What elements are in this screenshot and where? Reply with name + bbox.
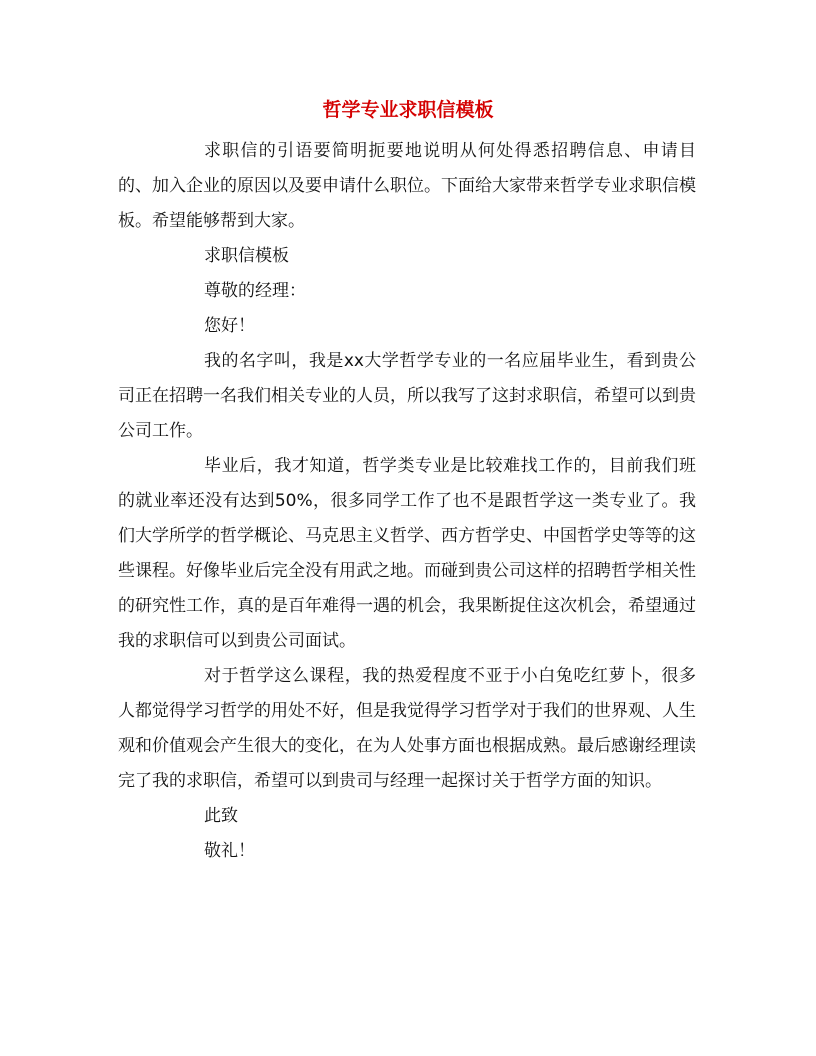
paragraph-intro: 求职信的引语要简明扼要地说明从何处得悉招聘信息、申请目的、加入企业的原因以及要申请什么职位。下面给大家带来哲学专业求职信模板。希望能够帮到大家。: [118, 141, 696, 231]
paragraph-greeting: 您好！: [204, 316, 255, 336]
paragraph-regards: 敬礼！: [204, 841, 255, 861]
paragraph-template-heading: 求职信模板: [204, 246, 289, 266]
paragraph-salutation: 尊敬的经理：: [204, 281, 306, 301]
paragraph-introduction: 我的名字叫，我是xx大学哲学专业的一名应届毕业生，看到贵公司正在招聘一名我们相关专业的人员，所以我写了这封求职信，希望可以到贵公司工作。: [118, 351, 696, 441]
paragraph-passion: 对于哲学这么课程，我的热爱程度不亚于小白兔吃红萝卜，很多人都觉得学习哲学的用处不好，但是我觉得学习哲学对于我们的世界观、人生观和价值观会产生很大的变化，在为人处事方面也根据成熟。最后感谢经理读完了我的求职信，希望可以到贵司与经理一起探讨关于哲学方面的知识。: [118, 666, 696, 791]
paragraph-closing: 此致: [204, 806, 238, 826]
document-title: 哲学专业求职信模板: [322, 99, 494, 121]
paragraph-background: 毕业后，我才知道，哲学类专业是比较难找工作的，目前我们班的就业率还没有达到50%，很多同学工作了也不是跟哲学这一类专业了。我们大学所学的哲学概论、马克思主义哲学、西方哲学史、中国哲学史等等的这些课程。好像毕业后完全没有用武之地。而碰到贵公司这样的招聘哲学相关性的研究性工作，真的是百年难得一遇的机会，我果断捉住这次机会，希望通过我的求职信可以到贵公司面试。: [118, 456, 696, 651]
document-body: [118, 134, 696, 869]
